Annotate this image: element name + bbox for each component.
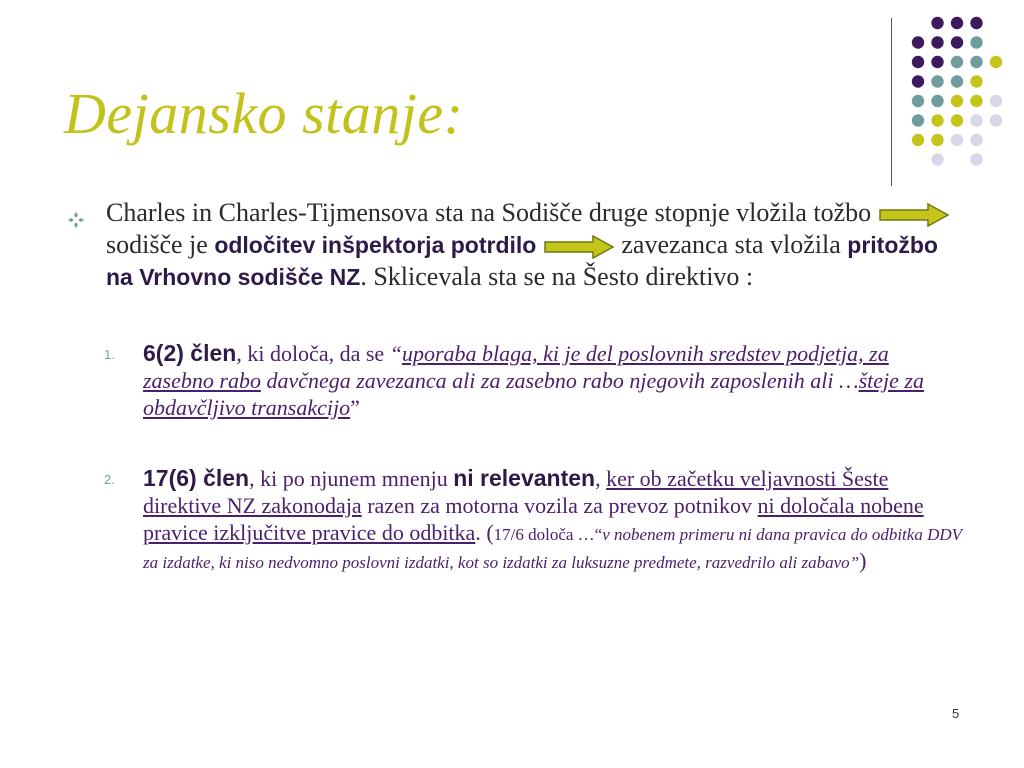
decorative-dot: [931, 17, 943, 29]
right-arrow-icon: [543, 235, 615, 259]
decorative-dot: [970, 56, 982, 68]
decorative-dot: [970, 36, 982, 48]
decorative-dot: [912, 134, 924, 146]
decorative-dot: [931, 153, 943, 165]
decorative-dot: [951, 56, 963, 68]
item1-underlined-quote: uporaba blaga, ki je del poslovnih sredstev podjetja, za zasebno rabo: [143, 341, 889, 393]
bullet-text-part6: . Sklicevala sta se na Šesto direktivo :: [360, 262, 754, 291]
decorative-dot: [912, 36, 924, 48]
decorative-dot: [931, 114, 943, 126]
item2-text-2: razen za motorna vozila za prevoz potnikov: [361, 493, 758, 518]
decorative-dot: [970, 75, 982, 87]
decorative-dot: [931, 134, 943, 146]
item2-underlined-2: ni določala nobene pravice izključitve pravice do odbitka: [143, 493, 924, 545]
item2-small-italic: v nobenem primeru ni dana pravica do odbitka DDV za izdatke, ki niso nedvomno poslovni izdatki, kot so izdatki za luksuzne predmete, razvedrilo ali zabavo”: [143, 525, 962, 572]
decorative-dot: [951, 134, 963, 146]
item2-underlined-1: ker ob začetku veljavnosti Šeste direktive NZ zakonodaja: [143, 466, 889, 518]
bullet-text-part2: sodišče je: [106, 230, 208, 259]
item2-text: , ki po njunem mnenju: [249, 466, 454, 491]
decorative-dot: [912, 95, 924, 107]
article-label: 6(2) člen: [143, 340, 237, 366]
list-item-2: [143, 465, 963, 575]
decorative-dot: [912, 56, 924, 68]
decorative-dot: [912, 114, 924, 126]
bullet-text-part3: odločitev inšpektorja potrdilo: [214, 232, 537, 258]
decorative-dot: [990, 114, 1002, 126]
decorative-dot: [970, 114, 982, 126]
item2-bold: ni relevanten: [453, 465, 596, 491]
item2-close-paren: ): [859, 548, 867, 573]
item1-quote-close: ”: [350, 395, 360, 420]
list-number-2: 2.: [104, 472, 115, 487]
bullet-text-part1: Charles in Charles-Tijmensova sta na Sodišče druge stopnje vložila tožbo: [106, 198, 872, 227]
list-number-1: 1.: [104, 347, 115, 362]
item1-underlined-conclusion: šteje za obdavčljivo transakcijo: [143, 368, 924, 420]
bullet-text-part4: zavezanca sta vložila: [621, 230, 841, 259]
page-number: 5: [952, 706, 960, 721]
right-arrow-icon: [878, 203, 950, 227]
decorative-dot: [951, 95, 963, 107]
decorative-dot: [951, 75, 963, 87]
decorative-dot: [931, 36, 943, 48]
decorative-dot: [970, 153, 982, 165]
item2-comma: ,: [595, 466, 607, 491]
decorative-dot: [970, 95, 982, 107]
decorative-dot: [951, 17, 963, 29]
four-diamond-bullet-icon: [68, 212, 84, 228]
bullet-text-part5: pritožbo na Vrhovno sodišče NZ: [106, 232, 938, 290]
item1-text: , ki določa, da se: [236, 341, 390, 366]
decorative-dot: [931, 56, 943, 68]
title-divider-line: [891, 18, 892, 186]
decorative-dot: [990, 56, 1002, 68]
item2-small-text: 17/6 določa …“: [493, 525, 603, 544]
decorative-dot: [970, 134, 982, 146]
decorative-dot: [912, 75, 924, 87]
decorative-dot: [931, 95, 943, 107]
main-bullet-text: [106, 197, 956, 293]
decorative-dot: [931, 75, 943, 87]
list-item-1: [143, 340, 963, 421]
item1-quote-text: davčnega zavezanca ali za zasebno rabo njegovih zaposlenih ali …: [260, 368, 859, 393]
decorative-dot: [970, 17, 982, 29]
decorative-dot: [990, 95, 1002, 107]
item2-text-3: . (: [475, 520, 494, 545]
item1-quote-open: “: [389, 341, 402, 366]
decorative-dot: [951, 36, 963, 48]
slide-title: Dejansko stanje:: [64, 81, 464, 146]
decorative-dot: [951, 114, 963, 126]
article-label: 17(6) člen: [143, 465, 250, 491]
